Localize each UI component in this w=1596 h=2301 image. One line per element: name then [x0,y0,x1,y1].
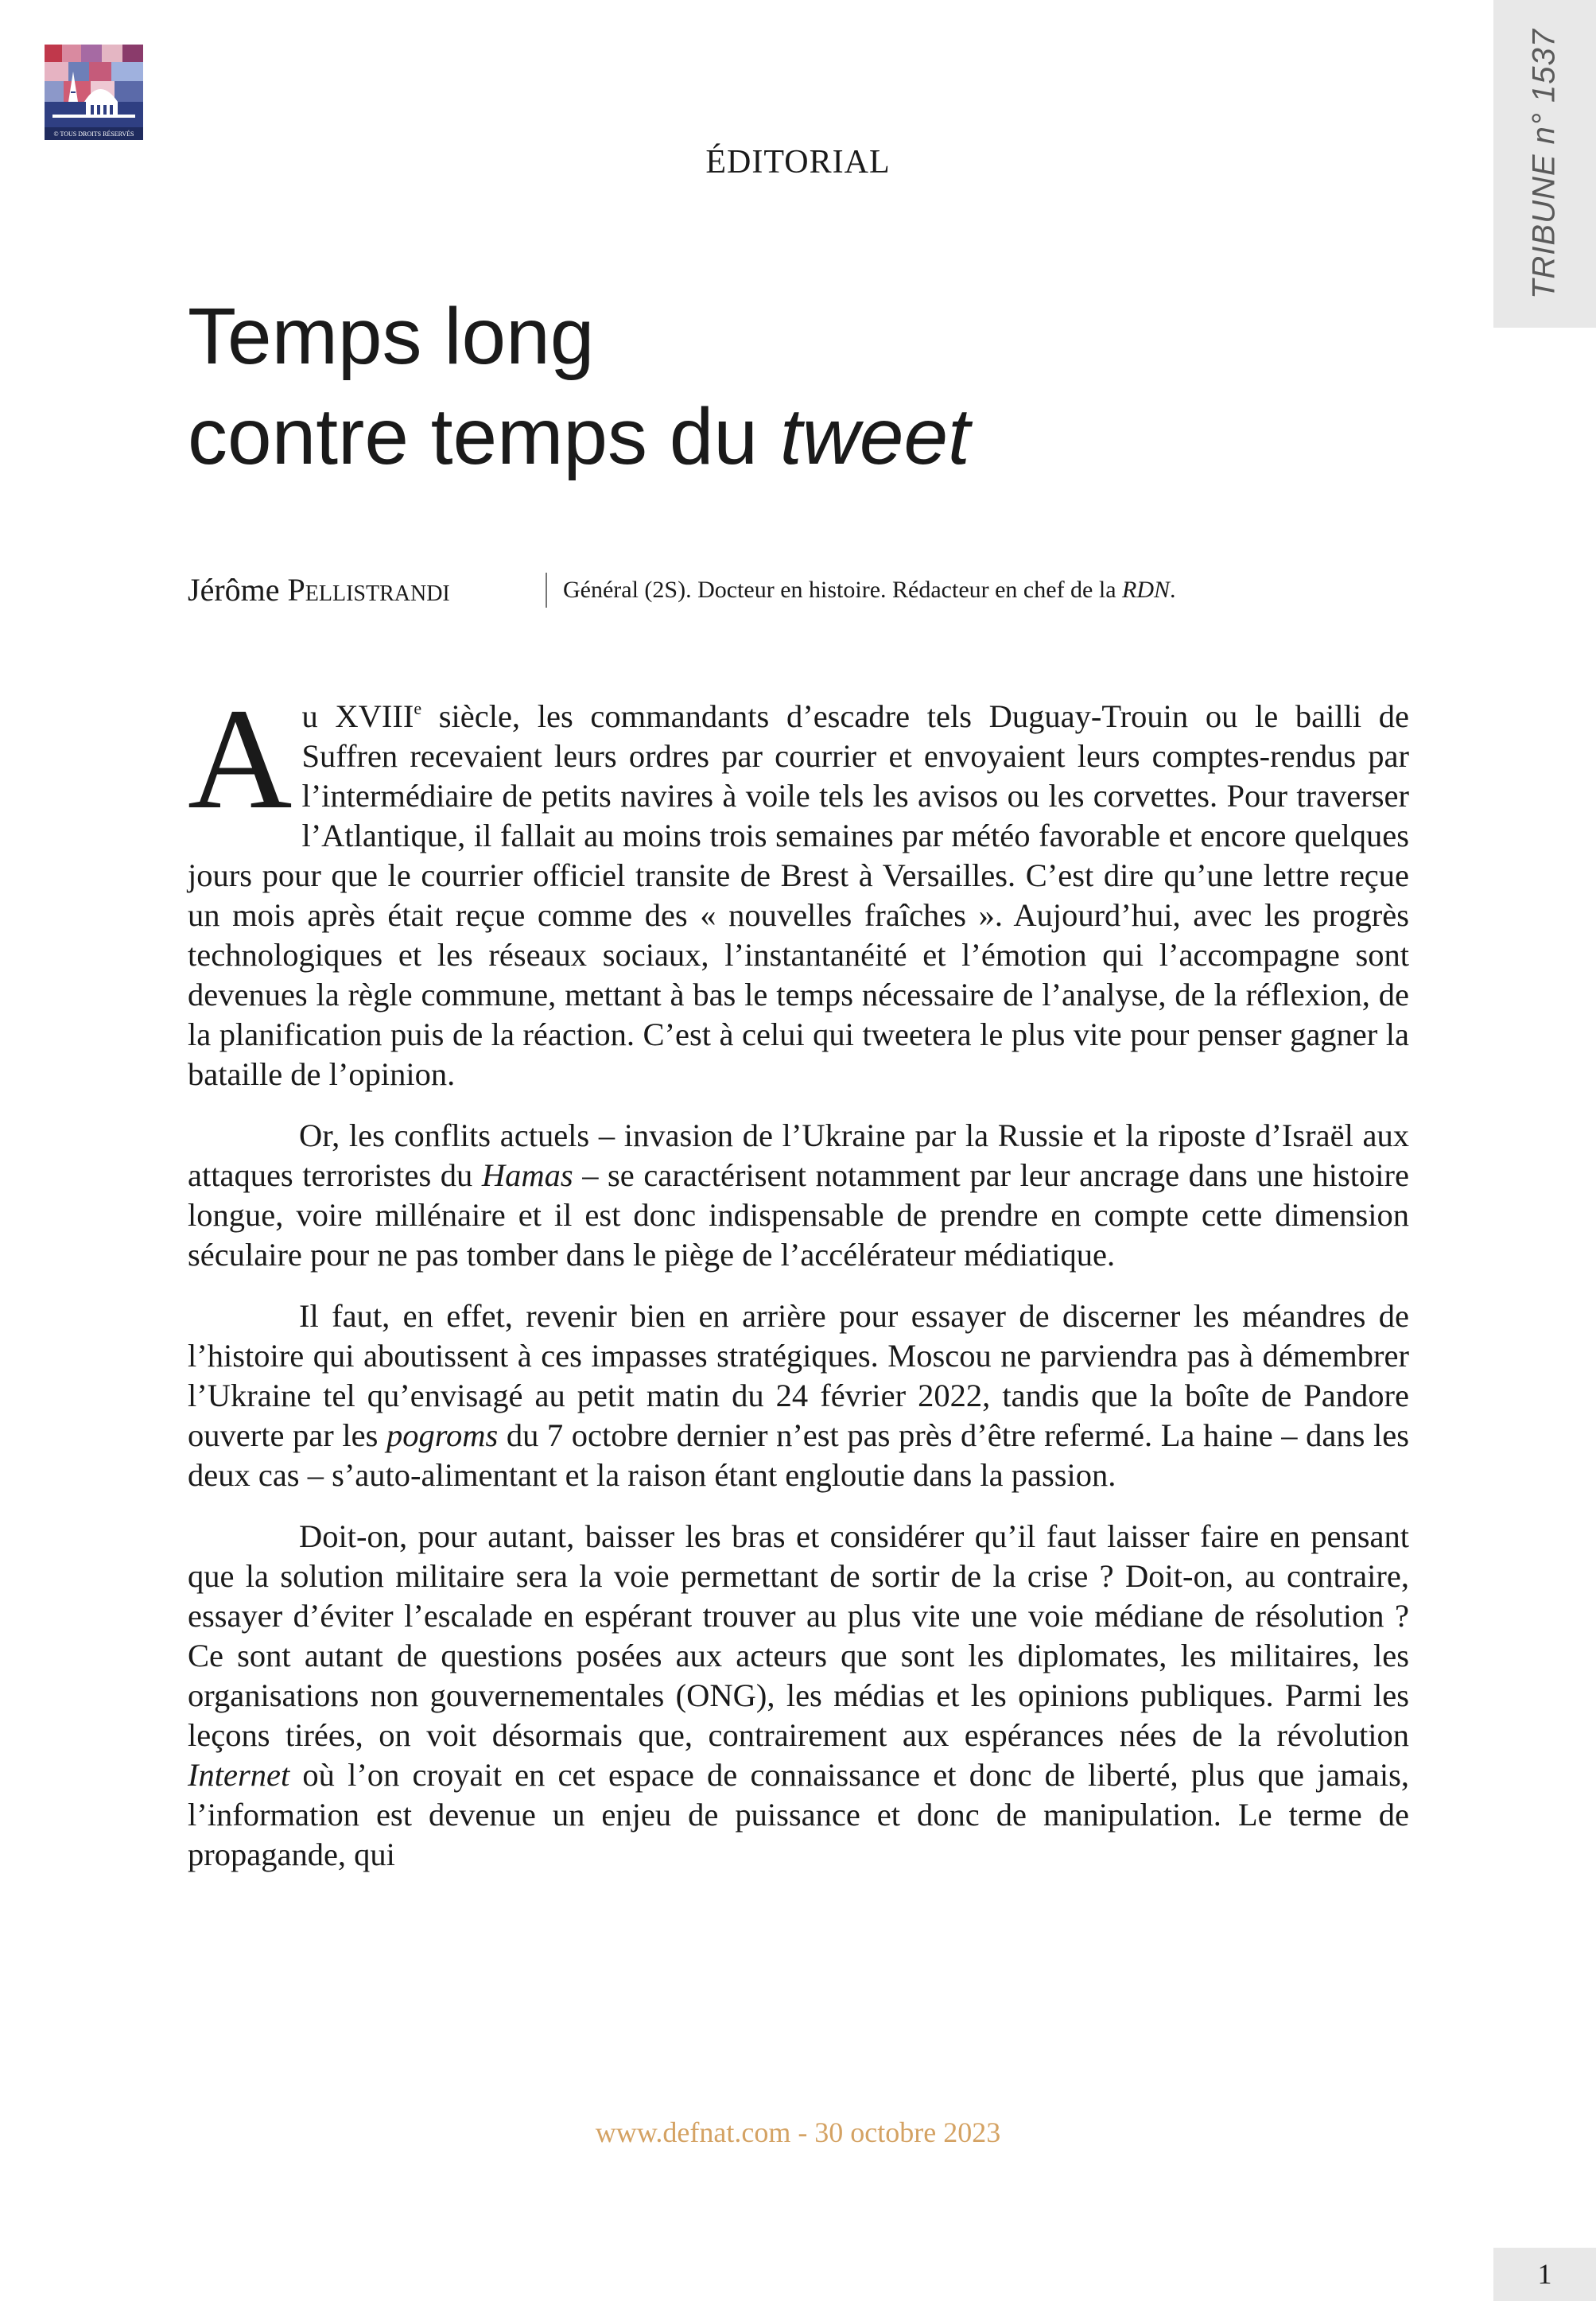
p2-italic: Hamas [481,1157,573,1193]
paragraph-4 [188,1517,1409,1875]
author-affiliation [563,576,1176,604]
title-line-2-text: contre temps du [188,392,780,481]
page-number: 1 [1493,2248,1596,2301]
affiliation-italic: RDN [1122,577,1171,603]
title-line-2-italic: tweet [779,392,970,481]
affiliation-end: . [1170,577,1176,603]
author-name [188,571,450,609]
p3-italic: pogroms [386,1417,499,1453]
p1-text-a: u XVIII [301,698,414,734]
paragraph-2 [188,1116,1409,1275]
author-last-name: Pellistrandi [287,572,450,608]
p2-text-a: Or, les conflits actuels – invasion de l’Ukraine par la Russie et la riposte d’Israël aux attaques terroristes du [188,1117,1409,1193]
logo-caption: © TOUS DROITS RÉSERVÉS [53,130,134,138]
paragraph-1 [188,679,1409,1094]
tribune-number: TRIBUNE n° 1537 [1526,28,1562,300]
p4-text-a: Doit-on, pour autant, baisser les bras et considérer qu’il faut laisser faire en pensant que la solution militaire sera la voie permettant de sortir de la crise ? Doit-on, au contraire, essayer d’éviter l’escalade en espérant trouver au plus vite une voie médiane de résolution ? Ce sont autant de questions posées aux acteurs que sont les diplomates, les militaires, les organisations non gouvernementales (ONG), les médias et les opinions publiques. Parmi les leçons tirées, on voit désormais que, contrairement aux espérances nées de la révolution [188,1518,1409,1753]
title-line-2 [188,387,970,487]
title-line-1: Temps long [188,292,595,381]
section-category: ÉDITORIAL [705,144,891,181]
article-body [188,679,1409,1896]
affiliation-text: Général (2S). Docteur en histoire. Rédacteur en chef de la [563,577,1123,603]
p1-text-b: siècle, les commandants d’escadre tels Duguay-Trouin ou le bailli de Suffren recevaient leurs ordres par courrier et envoyaient leurs comptes-rendus par l’intermédiaire de petits navires à voile tels les avisos ou les corvettes. Pour traverser l’Atlantique, il fallait au moins trois semaines par météo favorable et encore quelques jours pour que le courrier officiel transite de Brest à Versailles. C’est dire qu’une lettre reçue un mois après était reçue comme des « nouvelles fraîches ». Aujourd’hui, avec les progrès technologiques et les réseaux sociaux, l’instantanéité et l’émotion qui l’accompagne sont devenues la règle commune, mettant à bas le temps nécessaire de l’analyse, de la réflexion, de la planification puis de la réaction. C’est à celui qui tweetera le plus vite pour penser gagner la bataille de l’opinion. [188,698,1409,1092]
paragraph-3 [188,1296,1409,1495]
byline-separator [546,573,547,608]
publisher-logo [45,45,143,140]
author-first-name: Jérôme [188,572,280,608]
p3-text-a: Il faut, en effet, revenir bien en arrière pour essayer de discerner les méandres de l’histoire qui aboutissent à ces impasses stratégiques. Moscou ne parviendra pas à démembrer l’Ukraine tel qu’envisagé au petit matin du 24 février 2022, tandis que la boîte de Pandore ouverte par les [188,1298,1409,1453]
p3-text-b: du 7 octobre dernier n’est pas près d’être refermé. La haine – dans les deux cas – s’auto-alimentant et la raison étant engloutie dans la passion. [188,1417,1409,1493]
article-title [188,286,970,487]
drop-cap: A [188,679,293,839]
p4-italic: Internet [188,1757,290,1793]
p1-superscript: e [414,698,422,718]
p2-text-b: – se caractérisent notamment par leur ancrage dans une histoire longue, voire millénaire et il est donc indispensable de prendre en compte cette dimension séculaire pour ne pas tomber dans le piège de l’accélérateur médiatique. [188,1157,1409,1273]
footer-source-date: www.defnat.com - 30 octobre 2023 [595,2116,1001,2148]
p4-text-b: où l’on croyait en cet espace de connaissance et donc de liberté, plus que jamais, l’information est devenue un enjeu de puissance et donc de manipulation. Le terme de propagande, qui [188,1757,1409,1872]
